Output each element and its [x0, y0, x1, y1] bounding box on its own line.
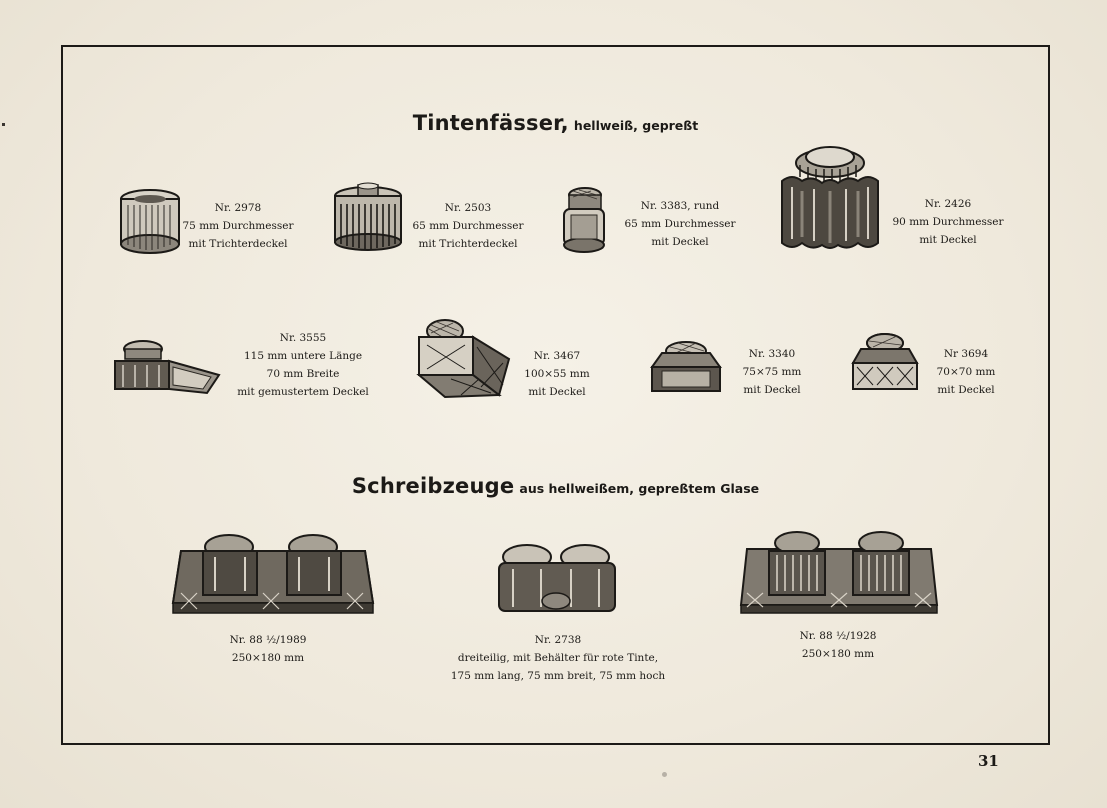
section-heading-sub: hellweiß, gepreßt [573, 118, 699, 133]
product-caption: Nr. 88 ½/1928 250×180 mm [799, 630, 877, 660]
inkwell-lidded-illustration [561, 185, 607, 257]
product-caption: Nr. 88 ½/1989 250×180 mm [229, 634, 307, 664]
section-heading-main: Tintenfässer, [412, 111, 569, 135]
section-heading-inkwells [63, 111, 1048, 135]
product-caption: Nr. 3383, rund 65 mm Durchmesser mit Deckel [624, 200, 736, 248]
desk-set-double-illustration [171, 531, 375, 617]
desk-set-double-ribbed-illustration [739, 529, 939, 617]
product-caption: Nr. 3467 100×55 mm mit Deckel [524, 350, 590, 398]
desk-set-three-part-illustration [495, 541, 619, 619]
inkwell-round-illustration [118, 187, 182, 257]
paper-speck [662, 772, 667, 777]
inkwell-scalloped-illustration [778, 139, 882, 253]
product-caption: Nr. 2426 90 mm Durchmesser mit Deckel [892, 198, 1004, 246]
inkwell-ribbed-illustration [332, 182, 404, 254]
product-caption: Nr. 3340 75×75 mm mit Deckel [742, 348, 802, 396]
inkwell-pen-tray-illustration [111, 337, 223, 395]
inkwell-square-illustration [648, 339, 724, 395]
page-frame [61, 45, 1050, 745]
product-caption: Nr 3694 70×70 mm mit Deckel [936, 348, 996, 396]
product-caption: Nr. 2978 75 mm Durchmesser mit Trichterdeckel [182, 202, 294, 250]
product-caption: Nr. 2738 dreiteilig, mit Behälter für rote Tinte, 175 mm lang, 75 mm breit, 75 mm hoch [450, 634, 666, 682]
section-heading-main: Schreibzeuge [351, 474, 515, 498]
product-caption: Nr. 2503 65 mm Durchmesser mit Trichterdeckel [412, 202, 524, 250]
edge-mark [2, 123, 5, 126]
section-heading-sub: aus hellweißem, gepreßtem Glase [519, 481, 760, 496]
page-number: 31 [978, 752, 999, 770]
inkwell-pen-rest-illustration [415, 315, 513, 399]
section-heading-desk-sets [63, 474, 1048, 498]
inkwell-cut-square-illustration [849, 331, 921, 393]
product-caption: Nr. 3555 115 mm untere Länge 70 mm Breite mit gemustertem Deckel [237, 332, 369, 398]
